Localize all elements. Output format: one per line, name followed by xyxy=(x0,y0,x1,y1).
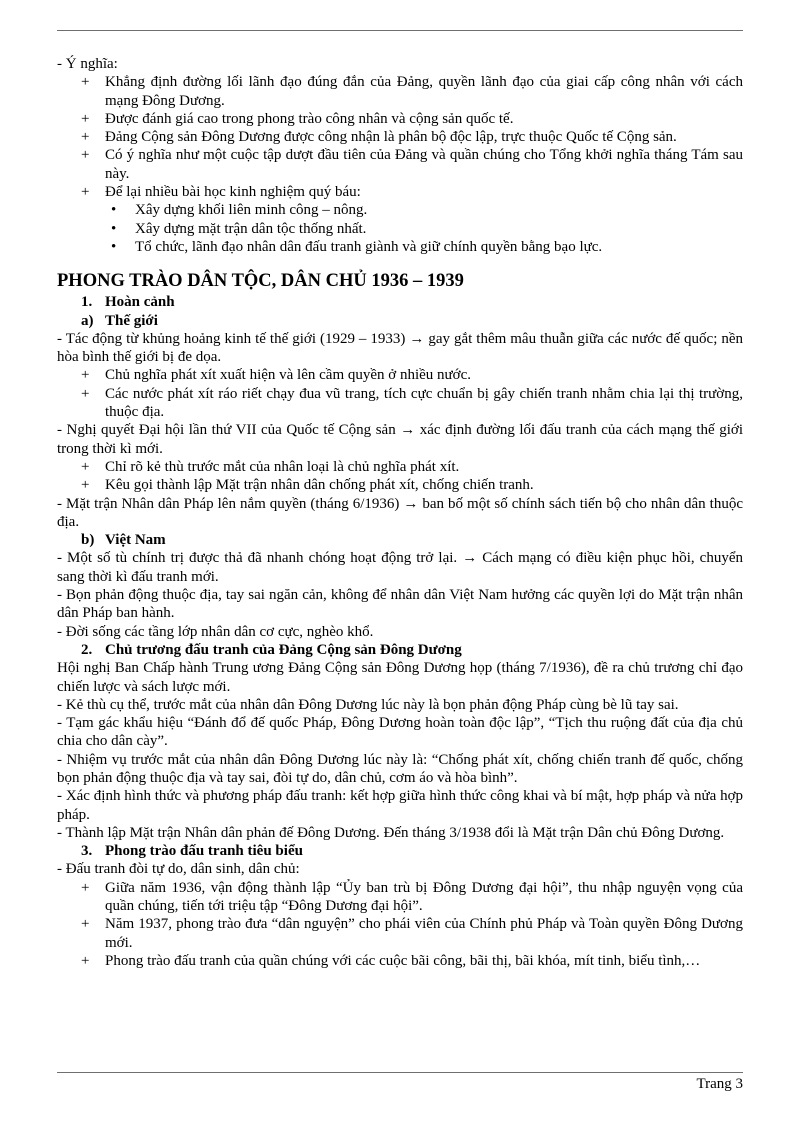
list-item-text: Các nước phát xít ráo riết chạy đua vũ trang, tích cực chuẩn bị gây chiến tranh nhằm chia lại thị trường, thuộc địa. xyxy=(105,385,743,421)
plus-marker: + xyxy=(81,952,90,969)
paragraph xyxy=(57,860,743,878)
plus-marker: + xyxy=(81,110,90,127)
paragraph xyxy=(57,586,743,623)
list-item-text: Kêu gọi thành lập Mặt trận nhân dân chống phát xít, chống chiến tranh. xyxy=(105,477,534,494)
list-item-text: Được đánh giá cao trong phong trào công nhân và cộng sản quốc tế. xyxy=(105,110,514,127)
paragraph xyxy=(57,55,743,73)
paragraph-text: - Nhiệm vụ trước mắt của nhân dân Đông Dương lúc này là: “Chống phát xít, chống chiến tranh đế quốc, chống bọn phản động thuộc địa và tay sai, đòi tự do, dân chủ, cơm áo và hòa bình”. xyxy=(57,751,743,786)
subsection-heading xyxy=(57,842,743,860)
paragraph-text: - Thành lập Mặt trận Nhân dân phản đế Đông Dương. Đến tháng 3/1938 đổi là Mặt trận Dân chủ Đông Dương. xyxy=(57,824,725,841)
paragraph-text: Hội nghị Ban Chấp hành Trung ương Đảng Cộng sản Đông Dương họp (tháng 7/1936), đề ra chủ trương chỉ đạo chiến lược và sách lược mới. xyxy=(57,660,743,695)
plus-marker: + xyxy=(81,916,90,933)
plus-marker: + xyxy=(81,74,90,91)
plus-marker: + xyxy=(81,367,90,384)
heading-number: a) xyxy=(81,312,94,329)
plus-list-item xyxy=(57,879,743,916)
plus-list-item xyxy=(57,952,743,970)
heading-number: 2. xyxy=(81,641,93,658)
heading-text: Hoàn cảnh xyxy=(105,294,175,311)
paragraph xyxy=(57,549,743,586)
page-number: Trang 3 xyxy=(696,1076,743,1092)
subsection-heading xyxy=(57,531,743,549)
plus-list-item xyxy=(57,476,743,494)
paragraph xyxy=(57,787,743,824)
list-item-text: Đảng Cộng sản Đông Dương được công nhận là phân bộ độc lập, trực thuộc Quốc tế Cộng sản. xyxy=(105,129,677,146)
heading-text: Thế giới xyxy=(105,312,158,329)
plus-marker: + xyxy=(81,184,90,201)
list-item-text: Xây dựng mặt trận dân tộc thống nhất. xyxy=(135,220,367,237)
paragraph-text: - Bọn phản động thuộc địa, tay sai ngăn cản, không để nhân dân Việt Nam hưởng các quyền lợi do Mặt trận nhân dân Pháp ban hành. xyxy=(57,587,743,622)
paragraph-text: - Một số tù chính trị được thả đã nhanh chóng hoạt động trở lại. → Cách mạng có điều kiện phục hồi, chuyển sang thời kì đấu tranh mới. xyxy=(57,550,743,585)
subsection-heading xyxy=(57,312,743,330)
bullet-marker: • xyxy=(111,202,117,219)
plus-list-item xyxy=(57,183,743,201)
paragraph-text: - Tạm gác khẩu hiệu “Đánh đổ đế quốc Pháp, Đông Dương hoàn toàn độc lập”, “Tịch thu ruộng đất của địa chủ chia cho dân cày”. xyxy=(57,715,743,750)
paragraph xyxy=(57,421,743,458)
paragraph-text: - Đời sống các tầng lớp nhân dân cơ cực, nghèo khổ. xyxy=(57,623,374,640)
list-item-text: Khẳng định đường lối lãnh đạo đúng đắn của Đảng, quyền lãnh đạo của giai cấp công nhân với cách mạng Đông Dương. xyxy=(105,74,743,109)
plus-list-item xyxy=(57,385,743,422)
paragraph xyxy=(57,330,743,367)
footer-rule xyxy=(57,1072,743,1073)
paragraph-text: - Kẻ thù cụ thể, trước mắt của nhân dân Đông Dương lúc này là bọn phản động Pháp cùng bè lũ tay sai. xyxy=(57,696,679,713)
plus-list-item xyxy=(57,915,743,952)
heading-text: Việt Nam xyxy=(105,532,166,549)
paragraph xyxy=(57,659,743,696)
section-title-text: PHONG TRÀO DÂN TỘC, DÂN CHỦ 1936 – 1939 xyxy=(57,271,464,292)
paragraph-text: - Nghị quyết Đại hội lần thứ VII của Quốc tế Cộng sản → xác định đường lối đấu tranh của cách mạng thế giới trong thời kì mới. xyxy=(57,422,743,457)
paragraph xyxy=(57,696,743,714)
list-item-text: Chủ nghĩa phát xít xuất hiện và lên cầm quyền ở nhiều nước. xyxy=(105,367,471,384)
plus-marker: + xyxy=(81,458,90,475)
bullet-list-item xyxy=(57,220,743,238)
paragraph xyxy=(57,495,743,532)
plus-list-item xyxy=(57,110,743,128)
bullet-marker: • xyxy=(111,238,117,255)
paragraph-text: - Đấu tranh đòi tự do, dân sinh, dân chủ: xyxy=(57,861,300,878)
list-item-text: Để lại nhiều bài học kinh nghiệm quý báu: xyxy=(105,184,361,201)
paragraph xyxy=(57,751,743,788)
paragraph xyxy=(57,623,743,641)
paragraph xyxy=(57,714,743,751)
heading-number: 1. xyxy=(81,294,93,311)
bullet-marker: • xyxy=(111,220,117,237)
bullet-list-item xyxy=(57,201,743,219)
paragraph-text: - Mặt trận Nhân dân Pháp lên nắm quyền (tháng 6/1936) → ban bố một số chính sách tiến bộ cho nhân dân thuộc địa. xyxy=(57,495,743,530)
heading-number: b) xyxy=(81,532,95,549)
plus-list-item xyxy=(57,128,743,146)
subsection-heading xyxy=(57,641,743,659)
plus-list-item xyxy=(57,458,743,476)
heading-text: Chủ trương đấu tranh của Đảng Cộng sản Đông Dương xyxy=(105,641,462,658)
plus-marker: + xyxy=(81,129,90,146)
list-item-text: Chỉ rõ kẻ thù trước mắt của nhân loại là chủ nghĩa phát xít. xyxy=(105,458,460,475)
header-rule xyxy=(57,30,743,31)
paragraph-text: - Xác định hình thức và phương pháp đấu tranh: kết hợp giữa hình thức công khai và bí mật, hợp pháp và nửa hợp pháp. xyxy=(57,788,743,823)
plus-marker: + xyxy=(81,147,90,164)
list-item-text: Năm 1937, phong trào đưa “dân nguyện” cho phái viên của Chính phủ Pháp và Toàn quyền Đông Dương mới. xyxy=(105,916,743,951)
list-item-text: Xây dựng khối liên minh công – nông. xyxy=(135,202,368,219)
plus-list-item xyxy=(57,366,743,384)
list-item-text: Tổ chức, lãnh đạo nhân dân đấu tranh giành và giữ chính quyền bằng bạo lực. xyxy=(135,238,603,255)
heading-text: Phong trào đấu tranh tiêu biểu xyxy=(105,843,303,860)
paragraph xyxy=(57,824,743,842)
paragraph-text: - Tác động từ khủng hoảng kinh tế thế giới (1929 – 1933) → gay gắt thêm mâu thuẫn giữa các nước đế quốc; nền hòa bình thế giới bị đe dọa. xyxy=(57,330,743,366)
list-item-text: Phong trào đấu tranh của quần chúng với các cuộc bãi công, bãi thị, bãi khóa, mít tinh, biểu tình,… xyxy=(105,952,701,969)
heading-number: 3. xyxy=(81,843,93,860)
paragraph-text: - Ý nghĩa: xyxy=(57,56,118,72)
list-item-text: Giữa năm 1936, vận động thành lập “Ủy ban trù bị Đông Dương đại hội”, thu nhập nguyện vọng của quần chúng, tiến tới triệu tập “Đông Dương đại hội”. xyxy=(105,879,743,915)
section-title xyxy=(57,270,743,292)
bullet-list-item xyxy=(57,238,743,256)
plus-list-item xyxy=(57,146,743,183)
plus-marker: + xyxy=(81,477,90,494)
list-item-text: Có ý nghĩa như một cuộc tập dượt đầu tiên của Đảng và quần chúng cho Tổng khởi nghĩa tháng Tám sau này. xyxy=(105,147,743,182)
plus-list-item xyxy=(57,73,743,110)
subsection-heading xyxy=(57,293,743,311)
plus-marker: + xyxy=(81,385,90,402)
plus-marker: + xyxy=(81,879,90,896)
page-content xyxy=(57,55,743,970)
